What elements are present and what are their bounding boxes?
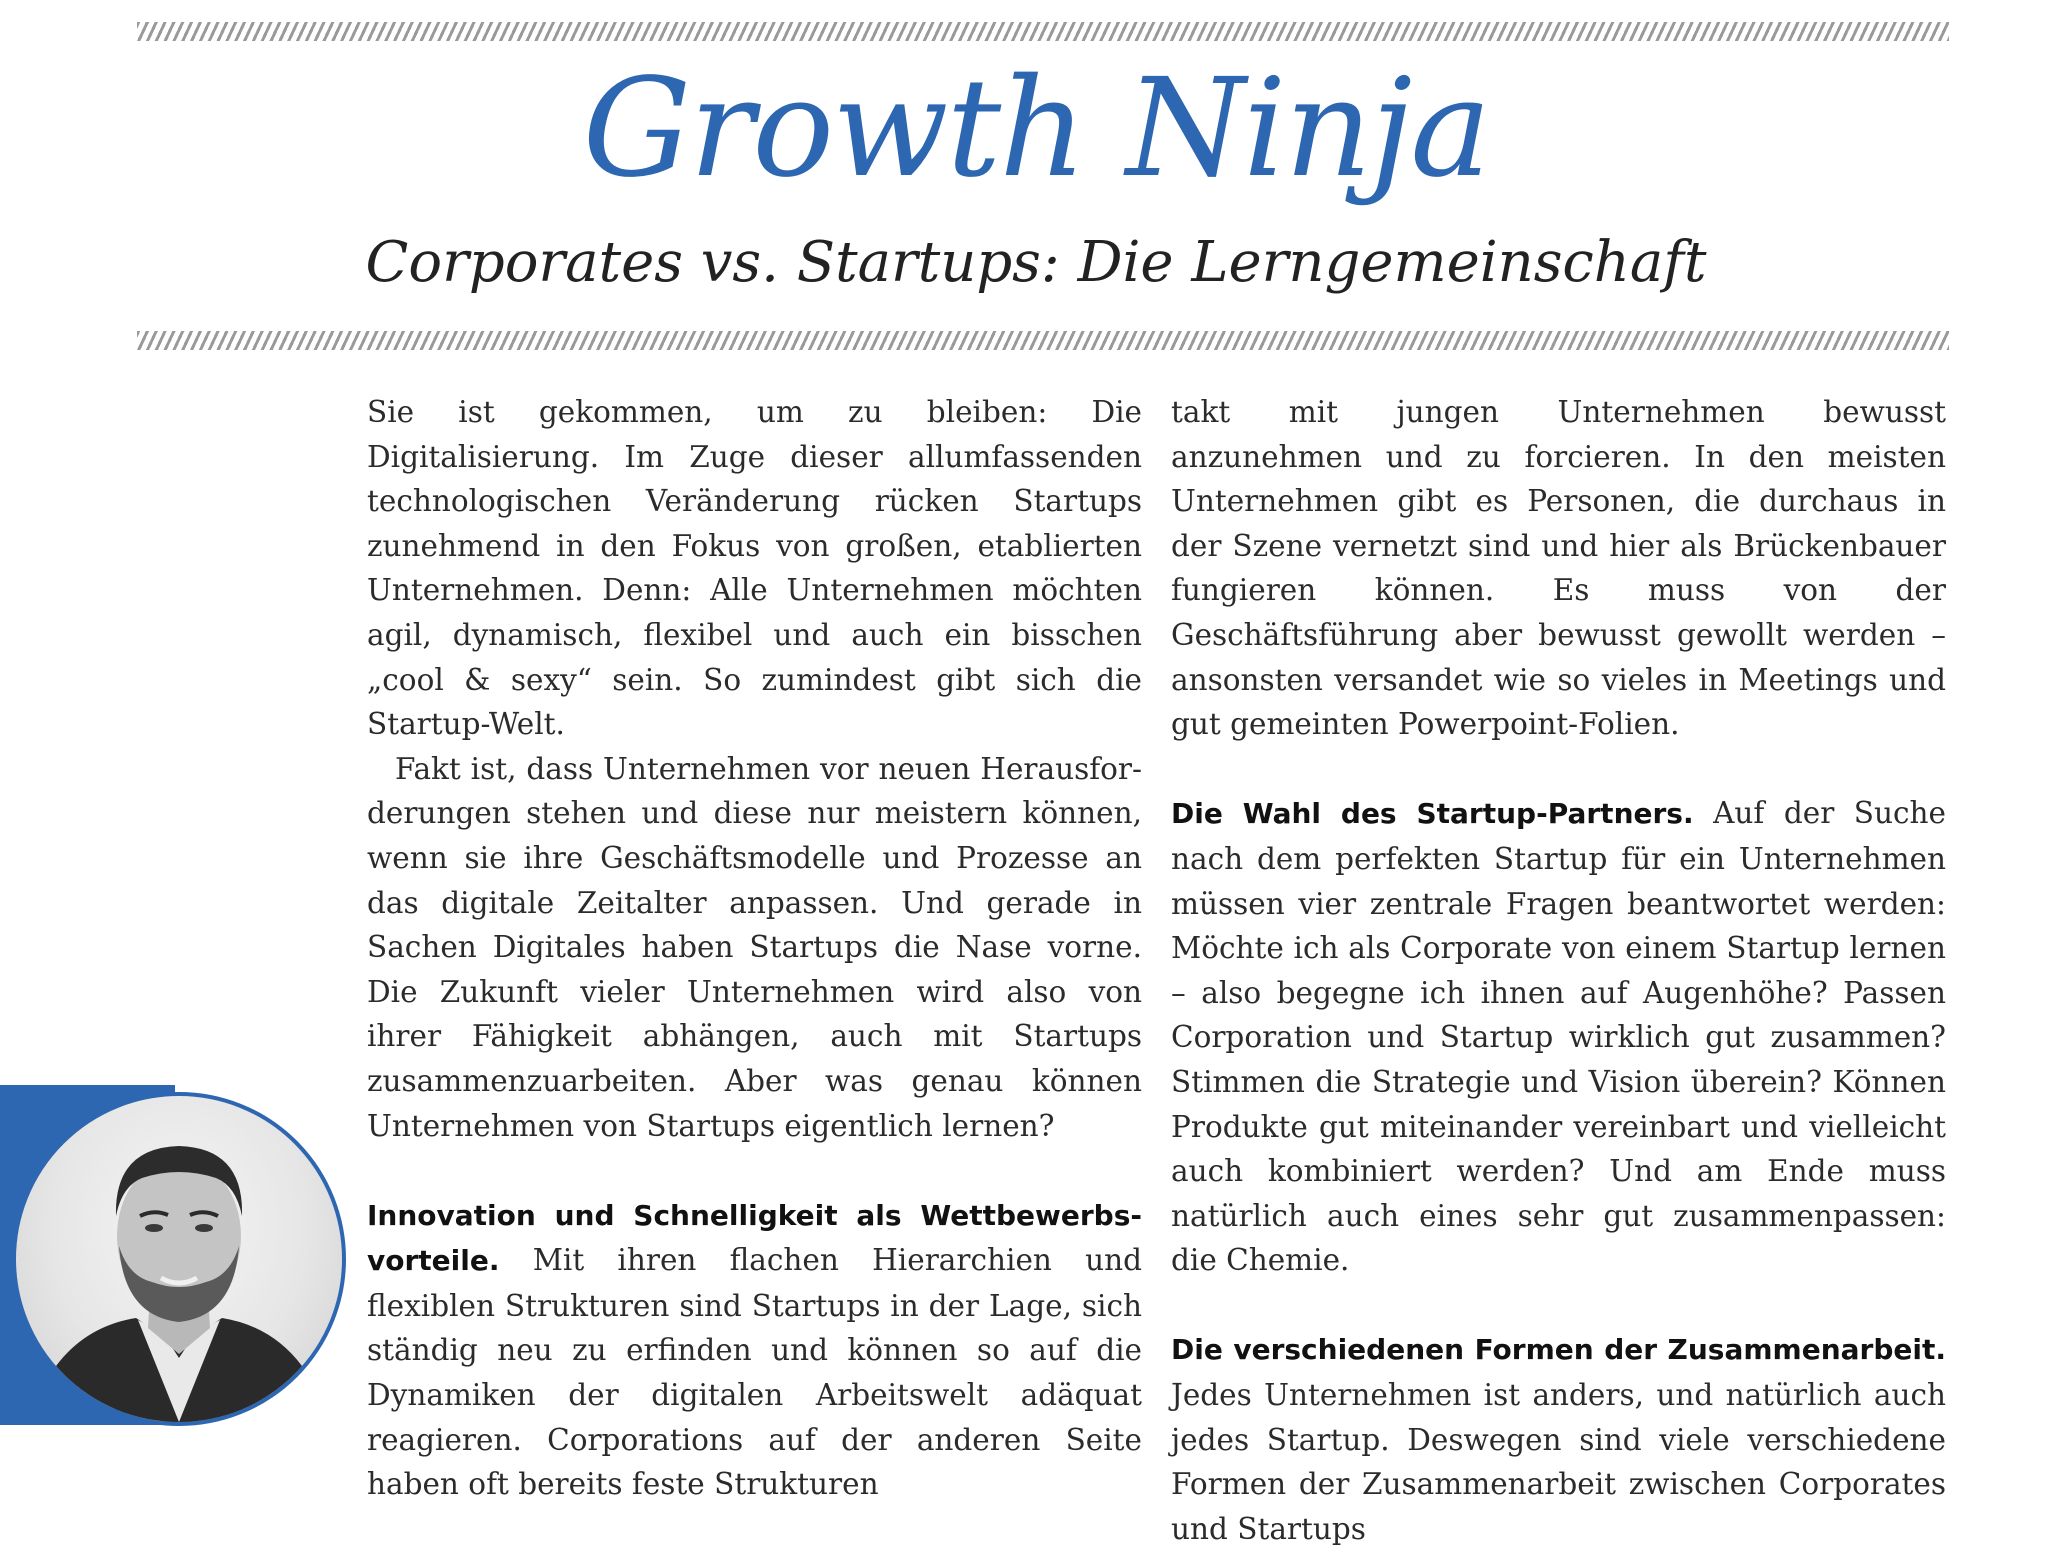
section-text-innovation: Mit ihren flachen Hierarchien und flexiblen Strukturen sind Startups in der Lage, sich ständig neu zu erfinden und können so auf die Dynamiken der digitalen Arbeitswelt adäquat reagieren. Corporations auf der anderen Seite haben oft bereits feste Strukturen: [367, 1243, 1142, 1502]
author-portrait: [12, 1092, 346, 1426]
bottom-hatch-rule: [137, 331, 1949, 350]
section-text-forms: Jedes Unternehmen ist anders, und natürlich auch jedes Startup. Deswegen sind viele verschiedene Formen der Zusammenarbeit zwischen Corporates und Startups: [1171, 1378, 1946, 1546]
top-hatch-rule: [137, 22, 1949, 41]
section-text-partner: Auf der Suche nach dem perfekten Startup für ein Unternehmen müssen vier zentrale Fragen beantwortet werden: Möchte ich als Corporate von einem Startup lernen – also begegne ich ihnen auf Augenhöhe? Passen Corporation und Startup wirklich gut zusammen? Stimmen die Strategie und Vision überein? Können Produkte gut miteinander vereinbart und vielleicht auch kombiniert werden? Und am Ende muss natürlich auch eines sehr gut zusammenpassen: die Chemie.: [1171, 796, 1946, 1278]
right-section-partner: [1171, 791, 1946, 1283]
left-paragraph-2: Fakt ist, dass Unternehmen vor neuen Herausforderungen stehen und diese nur meistern können, wenn sie ihre Geschäftsmodelle und Prozesse an das digitale Zeitalter anpassen. Und gerade in Sachen Digitales haben Startups die Nase vorne. Die Zukunft vieler Unternehmen wird also von ihrer Fähigkeit abhängen, auch mit Startups zusammenzuarbeiten. Aber was genau können Unternehmen von Startups eigentlich lernen?: [367, 751, 1142, 1143]
left-paragraph-1: Sie ist gekommen, um zu bleiben: Die Digitalisierung. Im Zuge dieser allumfassenden technologischen Veränderung rücken Startups zunehmend in den Fokus von großen, etablierten Unternehmen. Denn: Alle Unternehmen möchten agil, dynamisch, flexibel und auch ein bisschen „cool & sexy“ sein. So zumindest gibt sich die Startup-Welt.: [367, 395, 1142, 742]
section-heading-innovation: Innovation und Schnelligkeit als Wettbewerbsvorteile.: [367, 1198, 1142, 1278]
right-paragraph-1: takt mit jungen Unternehmen bewusst anzunehmen und zu forcieren. In den meisten Unternehmen gibt es Personen, die durchaus in der Szene vernetzt sind und hier als Brückenbauer fungieren können. Es muss von der Geschäftsführung aber bewusst gewollt werden – ansonsten versandet wie so vieles in Meetings und gut gemeinten Powerpoint-Folien.: [1171, 395, 1946, 742]
section-heading-forms: Die verschiedenen Formen der Zusammenarbeit.: [1171, 1333, 1946, 1367]
page-subtitle: Corporates vs. Startups: Die Lerngemeinschaft: [365, 230, 1707, 295]
right-section-forms: [1171, 1327, 1946, 1551]
left-section-innovation: [367, 1193, 1142, 1507]
right-column: [1171, 390, 1946, 1551]
portrait-illustration: [16, 1096, 342, 1422]
section-heading-partner: Die Wahl des Startup-Partners.: [1171, 797, 1694, 831]
left-column: [367, 390, 1142, 1507]
page-title: Growth Ninja: [582, 50, 1490, 208]
